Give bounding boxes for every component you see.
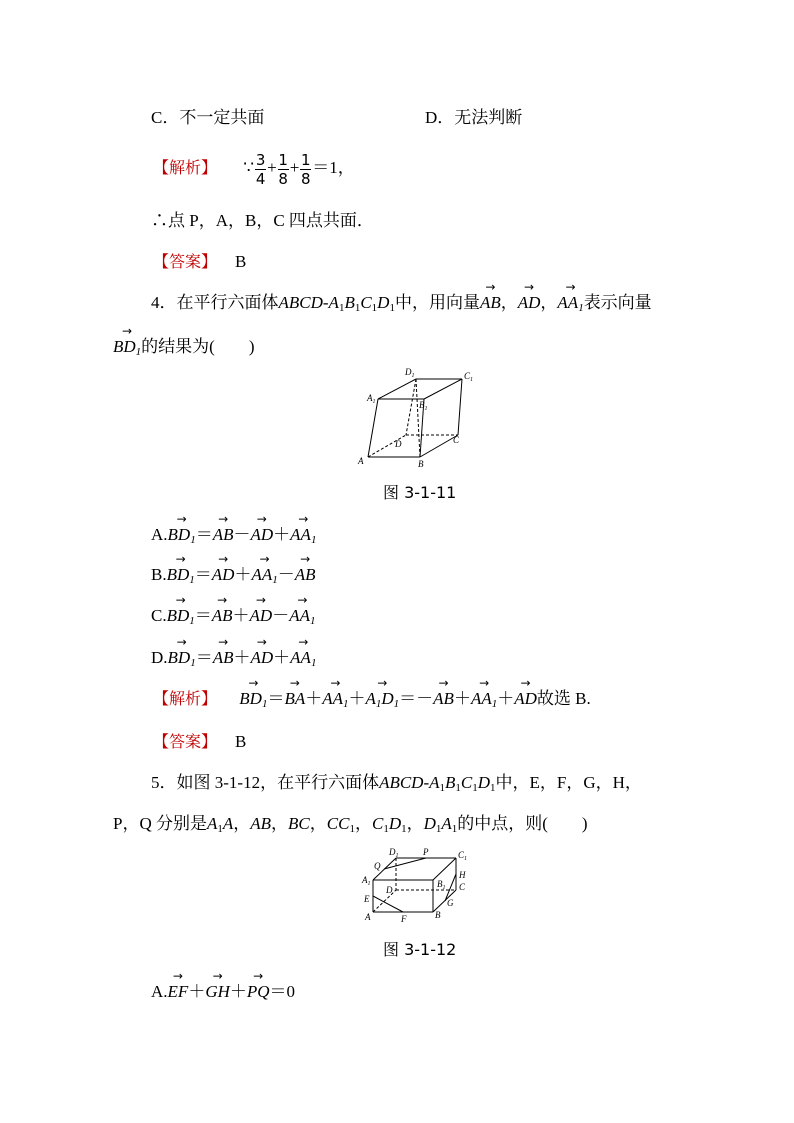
vector: → GH <box>205 981 230 1003</box>
q3-analysis: 【解析】 ∵ $\frac{3}{4}$ + $\frac{1}{8}$ + $\frac{1}{8}$ ＝1， <box>153 150 355 188</box>
vector: → AB <box>213 524 234 546</box>
vector: → $AA_1$ <box>322 688 348 710</box>
vector: → BA <box>284 688 305 710</box>
vector: → $AA_1$ <box>289 605 315 627</box>
q5-stem-line1: 5．如图 3-1-12，在平行六面体ABCD-$A_1B_1C_1D_1$中，E，F，G，H， <box>151 773 642 794</box>
label-e: E <box>364 894 370 904</box>
answer-tag: 【答案】 <box>153 252 218 271</box>
q4-option-d: $D.\to BD_1=\to AB+\to AD+\to AA_1$ <box>151 647 316 669</box>
vector: → $AA_1$ <box>557 292 583 314</box>
vector: → AB <box>480 292 501 314</box>
label-a1: $A_1$ <box>362 875 371 887</box>
vector: → $AA_1$ <box>290 647 316 669</box>
vector: → $BD_1$ <box>239 688 267 710</box>
label-c: C <box>453 435 460 445</box>
label-g: G <box>447 898 454 908</box>
vector: → AD <box>212 564 235 586</box>
answer-value: B <box>235 732 247 751</box>
vector: → AB <box>212 605 233 627</box>
vector: → AB <box>433 688 454 710</box>
label-p: P <box>423 847 429 857</box>
vector: → PQ <box>247 981 270 1003</box>
vector: → AD <box>514 688 537 710</box>
q4-option-a: $A.\to BD_1=\to AB-\to AD+\to AA_1$ <box>151 524 316 546</box>
fraction: $\frac{3}{4}$ <box>255 150 266 188</box>
label-b1: $B_1$ <box>437 879 446 891</box>
option-d: D．无法判断 <box>425 108 523 127</box>
analysis-tag: 【解析】 <box>153 158 218 177</box>
vector: → AD <box>250 605 273 627</box>
label-a: A <box>365 912 371 922</box>
q4-stem-line1: 4．在平行六面体ABCD-$A_1B_1C_1D_1$中，用向量→ AB，→ AD，→ $AA_1$表示向量 <box>151 292 652 314</box>
label-a1: $A_1$ <box>367 393 376 405</box>
label-f: F <box>401 914 407 924</box>
label-d1: $D_1$ <box>389 847 399 859</box>
vector: → AB <box>295 564 316 586</box>
figure-caption-3-1-12: 图 3-1-12 <box>383 940 457 959</box>
fraction: $\frac{1}{8}$ <box>301 150 311 188</box>
label-c: C <box>459 882 466 892</box>
vector: → $AA_1$ <box>290 524 316 546</box>
label-d1: $D_1$ <box>405 367 415 379</box>
figure-caption-3-1-11: 图 3-1-11 <box>383 483 457 502</box>
vector: → $AA_1$ <box>251 564 277 586</box>
label-q: Q <box>374 861 381 871</box>
answer-value: B <box>235 252 247 271</box>
vector: → $BD_1$ <box>167 564 195 586</box>
label-b: B <box>418 459 424 469</box>
option-c: C．不一定共面 <box>151 108 265 127</box>
vector: → $BD_1$ <box>113 336 141 358</box>
vector: → EF <box>168 981 189 1003</box>
label-d: D <box>386 885 393 895</box>
q4-option-c: $C.\to BD_1=\to AB+\to AD-\to AA_1$ <box>151 605 316 627</box>
vector: → $AA_1$ <box>471 688 497 710</box>
label-c1: $C_1$ <box>464 371 474 383</box>
vector: → $A_1D_1$ <box>366 688 400 710</box>
q4-option-b: $B.\to BD_1=\to AD+\to AA_1-\to$ AB <box>151 564 316 586</box>
q4-answer <box>153 731 246 753</box>
q3-answer <box>153 251 246 273</box>
vector: → AD <box>250 524 273 546</box>
answer-tag: 【答案】 <box>153 732 218 751</box>
fraction: $\frac{1}{8}$ <box>278 150 288 188</box>
label-b1: $B_1$ <box>419 400 428 412</box>
q4-stem-line2: → $BD_1$的结果为( ) <box>113 336 255 358</box>
analysis-tag: 【解析】 <box>153 689 218 708</box>
vector: → AD <box>518 292 541 314</box>
therefore-line: ∴点 P，A，B，C 四点共面． <box>151 211 374 230</box>
label-h: H <box>459 870 466 880</box>
vector: → $BD_1$ <box>167 605 195 627</box>
label-c1: $C_1$ <box>458 850 468 862</box>
vector: → $BD_1$ <box>168 524 196 546</box>
label-a: A <box>358 456 364 466</box>
label-d: D <box>395 439 402 449</box>
vector: → AD <box>250 647 273 669</box>
q5-option-a: A.→ EF＋→ GH＋→ PQ＝0 <box>151 981 295 1003</box>
label-b: B <box>435 910 441 920</box>
parallelepiped-figure <box>350 365 480 470</box>
vector: → AB <box>213 647 234 669</box>
parallelepiped-midpoints-figure <box>355 846 475 926</box>
vector: → $BD_1$ <box>168 647 196 669</box>
q5-stem-line2: P，Q 分别是$A_1A$，AB，BC，$CC_1$，$C_1D_1$，$D_1A_1$的中点，则( ) <box>113 814 588 835</box>
q4-analysis: 【解析】 → $BD_1=\to BA+\to AA_1+\to A_1D_1=-\to AB+\to AA_1+\to$ AD故选 B. <box>153 688 591 710</box>
